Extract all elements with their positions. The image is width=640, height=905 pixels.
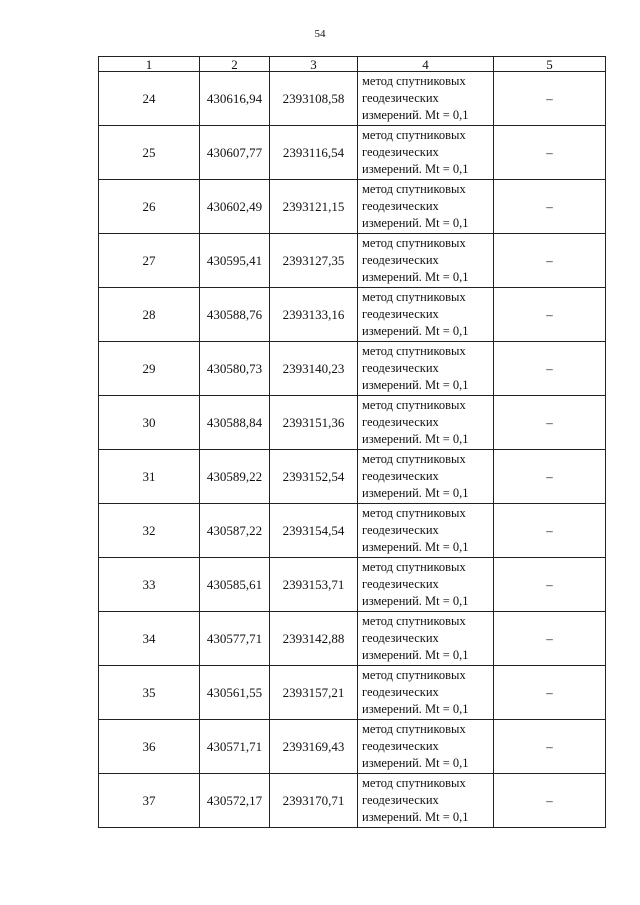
method-cell: метод спутниковых геодезических измерений. Mt = 0,1 xyxy=(358,450,494,504)
header-row xyxy=(99,57,606,72)
y-coordinate-cell: 2393140,23 xyxy=(270,342,358,396)
note-cell: – xyxy=(494,450,606,504)
table-row xyxy=(99,558,606,612)
note-cell: – xyxy=(494,342,606,396)
y-coordinate-cell: 2393169,43 xyxy=(270,720,358,774)
point-number-cell: 25 xyxy=(99,126,200,180)
column-header: 3 xyxy=(270,57,358,72)
coordinates-table xyxy=(98,56,606,828)
y-coordinate-cell: 2393127,35 xyxy=(270,234,358,288)
x-coordinate-cell: 430616,94 xyxy=(200,72,270,126)
method-cell: метод спутниковых геодезических измерений. Mt = 0,1 xyxy=(358,720,494,774)
table-row xyxy=(99,72,606,126)
method-cell: метод спутниковых геодезических измерений. Mt = 0,1 xyxy=(358,126,494,180)
x-coordinate-cell: 430602,49 xyxy=(200,180,270,234)
column-header: 2 xyxy=(200,57,270,72)
note-cell: – xyxy=(494,126,606,180)
y-coordinate-cell: 2393116,54 xyxy=(270,126,358,180)
column-header: 1 xyxy=(99,57,200,72)
y-coordinate-cell: 2393108,58 xyxy=(270,72,358,126)
point-number-cell: 33 xyxy=(99,558,200,612)
table-row xyxy=(99,666,606,720)
note-cell: – xyxy=(494,720,606,774)
note-cell: – xyxy=(494,234,606,288)
x-coordinate-cell: 430585,61 xyxy=(200,558,270,612)
column-header: 4 xyxy=(358,57,494,72)
x-coordinate-cell: 430589,22 xyxy=(200,450,270,504)
y-coordinate-cell: 2393152,54 xyxy=(270,450,358,504)
y-coordinate-cell: 2393170,71 xyxy=(270,774,358,828)
x-coordinate-cell: 430577,71 xyxy=(200,612,270,666)
x-coordinate-cell: 430580,73 xyxy=(200,342,270,396)
method-cell: метод спутниковых геодезических измерений. Mt = 0,1 xyxy=(358,396,494,450)
method-cell: метод спутниковых геодезических измерений. Mt = 0,1 xyxy=(358,558,494,612)
point-number-cell: 32 xyxy=(99,504,200,558)
method-cell: метод спутниковых геодезических измерений. Mt = 0,1 xyxy=(358,666,494,720)
y-coordinate-cell: 2393121,15 xyxy=(270,180,358,234)
table-body xyxy=(99,72,606,828)
x-coordinate-cell: 430588,76 xyxy=(200,288,270,342)
table-row xyxy=(99,504,606,558)
method-cell: метод спутниковых геодезических измерений. Mt = 0,1 xyxy=(358,234,494,288)
table-row xyxy=(99,126,606,180)
point-number-cell: 36 xyxy=(99,720,200,774)
x-coordinate-cell: 430607,77 xyxy=(200,126,270,180)
point-number-cell: 29 xyxy=(99,342,200,396)
table-row xyxy=(99,774,606,828)
table-row xyxy=(99,396,606,450)
y-coordinate-cell: 2393133,16 xyxy=(270,288,358,342)
table-row xyxy=(99,342,606,396)
note-cell: – xyxy=(494,288,606,342)
method-cell: метод спутниковых геодезических измерений. Mt = 0,1 xyxy=(358,612,494,666)
table-header xyxy=(99,57,606,72)
point-number-cell: 30 xyxy=(99,396,200,450)
y-coordinate-cell: 2393154,54 xyxy=(270,504,358,558)
y-coordinate-cell: 2393153,71 xyxy=(270,558,358,612)
method-cell: метод спутниковых геодезических измерений. Mt = 0,1 xyxy=(358,774,494,828)
point-number-cell: 28 xyxy=(99,288,200,342)
method-cell: метод спутниковых геодезических измерений. Mt = 0,1 xyxy=(358,288,494,342)
note-cell: – xyxy=(494,666,606,720)
point-number-cell: 34 xyxy=(99,612,200,666)
note-cell: – xyxy=(494,504,606,558)
table-row xyxy=(99,288,606,342)
method-cell: метод спутниковых геодезических измерений. Mt = 0,1 xyxy=(358,180,494,234)
note-cell: – xyxy=(494,180,606,234)
y-coordinate-cell: 2393142,88 xyxy=(270,612,358,666)
method-cell: метод спутниковых геодезических измерений. Mt = 0,1 xyxy=(358,342,494,396)
page-number: 54 xyxy=(314,28,326,40)
point-number-cell: 37 xyxy=(99,774,200,828)
note-cell: – xyxy=(494,72,606,126)
table-row xyxy=(99,234,606,288)
y-coordinate-cell: 2393157,21 xyxy=(270,666,358,720)
table-row xyxy=(99,450,606,504)
point-number-cell: 31 xyxy=(99,450,200,504)
point-number-cell: 24 xyxy=(99,72,200,126)
x-coordinate-cell: 430595,41 xyxy=(200,234,270,288)
table-row xyxy=(99,720,606,774)
note-cell: – xyxy=(494,558,606,612)
x-coordinate-cell: 430571,71 xyxy=(200,720,270,774)
x-coordinate-cell: 430588,84 xyxy=(200,396,270,450)
x-coordinate-cell: 430587,22 xyxy=(200,504,270,558)
table-row xyxy=(99,612,606,666)
method-cell: метод спутниковых геодезических измерений. Mt = 0,1 xyxy=(358,72,494,126)
point-number-cell: 26 xyxy=(99,180,200,234)
note-cell: – xyxy=(494,396,606,450)
method-cell: метод спутниковых геодезических измерений. Mt = 0,1 xyxy=(358,504,494,558)
y-coordinate-cell: 2393151,36 xyxy=(270,396,358,450)
note-cell: – xyxy=(494,612,606,666)
point-number-cell: 35 xyxy=(99,666,200,720)
x-coordinate-cell: 430572,17 xyxy=(200,774,270,828)
column-header: 5 xyxy=(494,57,606,72)
table-row xyxy=(99,180,606,234)
point-number-cell: 27 xyxy=(99,234,200,288)
note-cell: – xyxy=(494,774,606,828)
x-coordinate-cell: 430561,55 xyxy=(200,666,270,720)
